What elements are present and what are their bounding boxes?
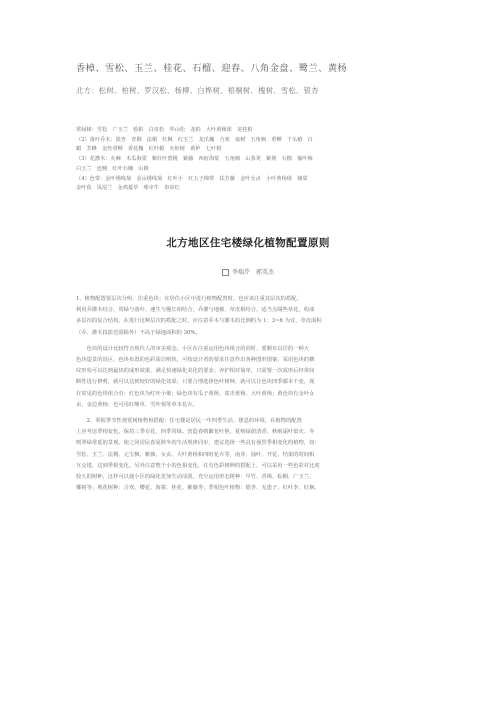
paragraph-line: 较大的树种，这样可以使小区的绿化更加生动活泼，充分运用形态树种：早竹、香樟、棕榈、广玉兰、 — [76, 474, 315, 481]
list-item: （2）落叶乔木：银杏 青桐 法桐 红枫 红玉兰 龙爪槐 合欢 栾树 五角枫 垂柳 千头椿 白 — [76, 136, 313, 143]
paragraph-line: 色块造景的误区，色块布置的色彩需洁明快，可按设计者的要求任意作出各种图形图案；采用色块的横 — [76, 357, 315, 364]
paragraph-line: 利用乔灌木结合，常绿与落叶、速生与慢长相结合，乔灌与地被、草皮相结合，适当点缀些草花，构成 — [76, 307, 315, 314]
paragraph-line: 1、植物配置要层次分明、注重色块；在居住小区中进行植物配置时，也应该注重其层次的搭配， — [76, 296, 302, 302]
paragraph-line: 雪松、玉兰、法桐、元宝枫、紫薇、女贞、大叶黄杨和四时花卉等，南芽、抽叶、开花、结果的时间相 — [76, 451, 315, 458]
paragraph-line: 断性进行修剪，就可以达到较好的绿化效果；只要合理选择色叶树种，就可以让色块四季都本不变，现 — [76, 379, 315, 386]
paragraph-line: 在常见的色块组合有：红色块为红叶小檗；绿色块有瓜子黄杨、雀舌黄杨、大叶黄杨；黄色块有金叶女 — [76, 390, 315, 397]
list-item: 白玉兰 连翘 红叶石楠 山楂 — [76, 165, 149, 172]
paragraph-line: 则翠绿常延的景观，使之同居民春夏秋冬的生活规律同步，建议选择一些具有强烈季相变化的植物，如： — [76, 440, 320, 447]
article-title: 北方地区住宅楼绿化植物配置原则 — [166, 237, 330, 249]
list-item: 蜡 芳蜂 金丝垂柳 香花槐 红叶椿 火炬树 黄栌 七叶树 — [76, 146, 222, 153]
paragraph-line: 多层次的复合结构，在进行这种层次的搭配之时，应注意乔木与灌木的比例约为 1：3~6 为宜，草皮面积 — [76, 318, 322, 325]
checkbox-glyph-icon — [222, 269, 229, 276]
header-line-2: 北方：松树、柏树、罗汉松、杨柳、白桦树、梧桐树、槐树、雪松、银杏 — [76, 86, 319, 95]
paragraph-line: 纹形状可以达到最快的成形效果，满足快速绿化美化的要求；养护相对简单，只需要一次成形后经常间 — [76, 368, 315, 375]
article-author — [0, 267, 496, 276]
paragraph-line: 上应考虑季相变化，保持三季有花，四季常绿。营造春则繁花叶艳、夏则绿荫清香、秋则霜叶似火、冬 — [76, 429, 315, 436]
paragraph-line: 椰树等；观花树种：合欢、樱花、海棠、桂花、紫薇等；季相色叶植物：银杏、无患子、红叶李、红枫、 — [76, 485, 320, 492]
list-item: （3）花灌木：火棘 木瓜海棠 紫红叶碧桃 紫藤 西府海棠 五角枫 山茶荚 紫荆 石榴 榆叶梅 — [76, 156, 313, 163]
list-item: 金叶获 凤尾兰 金鸡蔓草 啄牵牛 串串红 — [76, 185, 180, 192]
list-item: （4）色带：金叶绣线菊 金山绣线菊 红叶小 红五子锦带 扶芳藤 金叶女贞 小叶黄杨球 棣棠 — [76, 175, 308, 182]
paragraph-line: 2、掌握季节性观赏树植物相搭配：住宅楼是居民一年四季生活、憩息的环境，在植物的配置 — [76, 418, 302, 425]
species-list — [76, 126, 424, 194]
author-names: 李瑞芹 郭英杰 — [231, 269, 274, 276]
paragraph-line: 贞、金边黄杨；也可用红继草、雪叶菊等草本花卉。 — [76, 401, 198, 408]
paragraph-line: 色块的设计比较符合现代人的审美观念。小区在注重运用色块组合的同时，要颇有以往的一种大 — [76, 345, 310, 352]
header-line-1: 香樟、雪松、玉兰、桂花、石榴、迎春、八角金盘、鹭兰、黄杨 — [76, 63, 348, 74]
list-item: 常绿树：雪松 广玉兰 桧柏 白皮松 华山松 龙柏 大叶黄杨球 龙桂柏 — [76, 127, 253, 133]
paragraph-line: 互交错，达到季相变化，另外注意整个小的色相变化，在有色彩树种的搭配上，可以采用一些色彩对比度 — [76, 462, 320, 469]
paragraph-line: （乔、灌木投影范围除外）不高于绿地面积的 30%。 — [76, 329, 201, 336]
article-body — [76, 294, 424, 494]
